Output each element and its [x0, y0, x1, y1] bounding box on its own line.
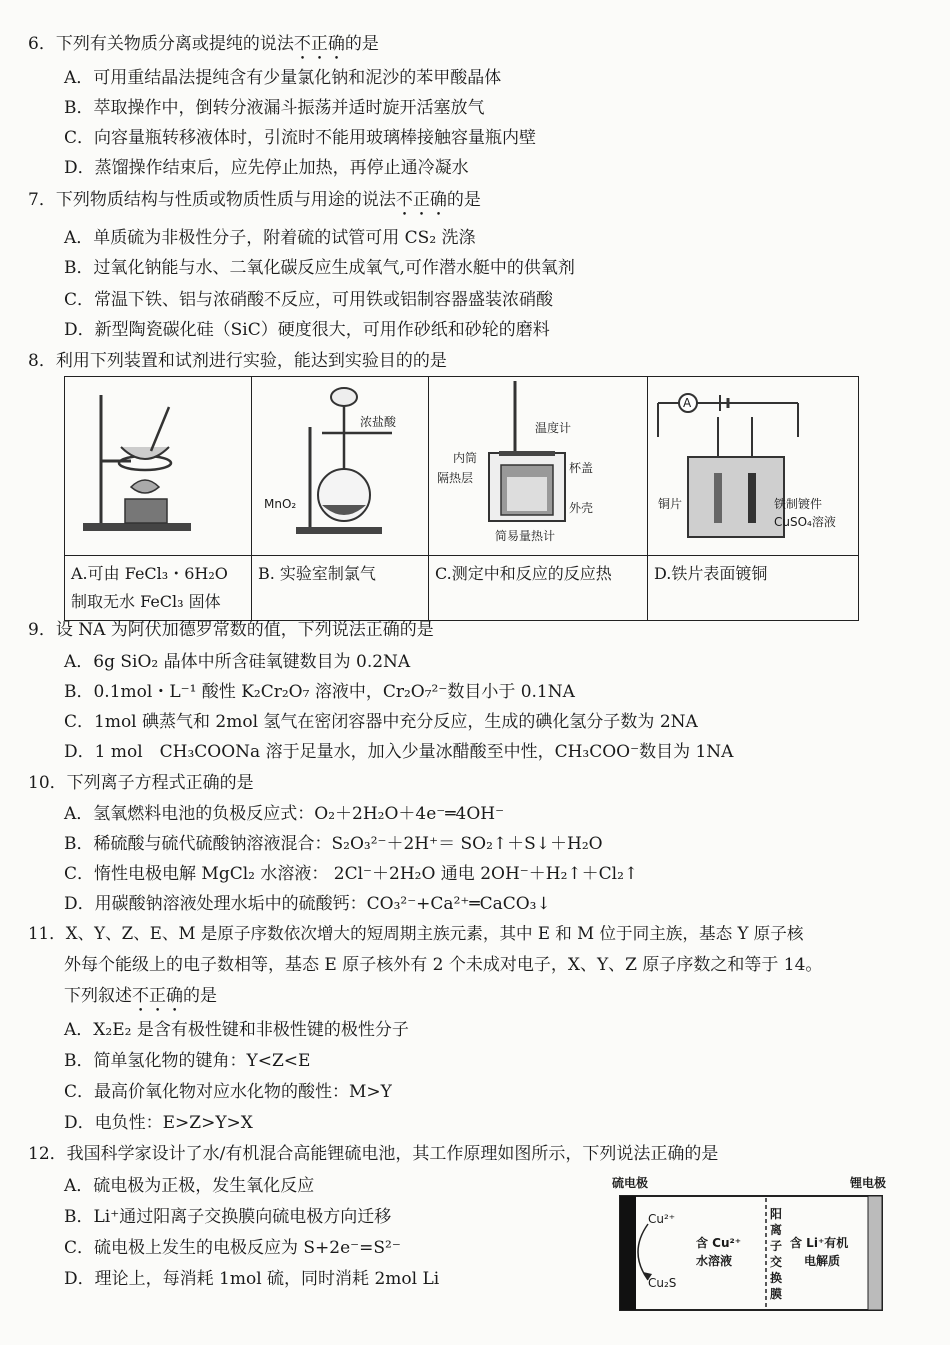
- fig-b-acid-label: 浓盐酸: [360, 415, 397, 429]
- q9-option-d: D．1 mol CH₃COONa 溶于足量水，加入少量冰醋酸至中性，CH₃COO⁻数目为 1NA: [64, 742, 734, 762]
- q12-option-d: D．理论上，每消耗 1mol 硫，同时消耗 2mol Li: [64, 1269, 440, 1289]
- fig-d-electroplating: [648, 377, 858, 555]
- fig-c-caption: C.测定中和反应的反应热: [429, 556, 648, 621]
- fig-c-inner-label: 内筒: [453, 451, 478, 465]
- q9-stem: 9．设 NA 为阿伏加德罗常数的值，下列说法正确的是: [28, 620, 434, 640]
- q11-option-c: C．最高价氧化物对应水化物的酸性：M>Y: [64, 1082, 392, 1102]
- organic-label-1: 含 Li⁺有机: [790, 1236, 849, 1250]
- q11-option-b: B．简单氢化物的键角：Y<Z<E: [64, 1051, 311, 1071]
- fig-c-shell-label: 外壳: [569, 501, 594, 515]
- q12-option-a: A．硫电极为正极，发生氧化反应: [64, 1176, 315, 1196]
- fig-a-caption: A.可由 FeCl₃・6H₂O 制取无水 FeCl₃ 固体: [65, 556, 252, 621]
- sulfur-electrode-label: 硫电极: [612, 1176, 649, 1190]
- q6-stem: 6．下列有关物质分离或提纯的说法不正确的是: [28, 34, 379, 54]
- q6-option-b: B．萃取操作中，倒转分液漏斗振荡并适时旋开活塞放气: [64, 98, 485, 118]
- fig-c-lid-label: 杯盖: [569, 461, 594, 475]
- q11-stem-line1: 11．X、Y、Z、E、M 是原子序数依次增大的短周期主族元素，其中 E 和 M 位于同主族，基态 Y 原子核: [28, 924, 804, 943]
- q11-stem-line3: 下列叙述不正确的是: [64, 986, 217, 1006]
- q7-option-d: D．新型陶瓷碳化硅（SiC）硬度很大，可用作砂纸和砂轮的磨料: [64, 320, 550, 340]
- q9-option-b: B．0.1mol・L⁻¹ 酸性 K₂Cr₂O₇ 溶液中，Cr₂O₇²⁻数目小于 0.1NA: [64, 682, 575, 702]
- q10-stem: 10．下列离子方程式正确的是: [28, 773, 254, 793]
- q12-stem: 12．我国科学家设计了水/有机混合高能锂硫电池，其工作原理如图所示，下列说法正确的是: [28, 1144, 719, 1164]
- battery-diagram: [612, 1172, 898, 1320]
- battery-cell-icon: [618, 1172, 898, 1320]
- cu-ion-label: Cu²⁺: [648, 1212, 676, 1226]
- evaporation-apparatus-icon: [65, 377, 251, 555]
- aqueous-label-1: 含 Cu²⁺: [696, 1236, 742, 1250]
- fig-b-chlorine: [252, 377, 428, 555]
- q12-option-b: B．Li⁺通过阳离子交换膜向硫电极方向迁移: [64, 1207, 392, 1227]
- fig-d-copper-label: 铜片: [658, 497, 683, 511]
- fig-d-caption: D.铁片表面镀铜: [648, 556, 859, 621]
- q6-option-d: D．蒸馏操作结束后，应先停止加热，再停止通冷凝水: [64, 158, 469, 178]
- q9-option-c: C．1mol 碘蒸气和 2mol 氢气在密闭容器中充分反应，生成的碘化氢分子数为 2NA: [64, 712, 698, 732]
- q6-option-c: C．向容量瓶转移液体时，引流时不能用玻璃棒接触容量瓶内壁: [64, 128, 537, 148]
- fig-c-thermometer-label: 温度计: [535, 421, 572, 435]
- q11-option-a: A．X₂E₂ 是含有极性键和非极性键的极性分子: [64, 1020, 409, 1040]
- q10-option-b: B．稀硫酸与硫代硫酸钠溶液混合：S₂O₃²⁻＋2H⁺＝ SO₂↑＋S↓＋H₂O: [64, 834, 603, 854]
- fig-b-caption: B. 实验室制氯气: [252, 556, 429, 621]
- q7-option-b: B．过氧化钠能与水、二氧化碳反应生成氧气,可作潜水艇中的供氧剂: [64, 258, 575, 278]
- fig-d-solution-label: CuSO₄溶液: [774, 515, 836, 529]
- fig-d-iron-label: 铁制镀件: [774, 497, 823, 511]
- q7-option-a: A．单质硫为非极性分子，附着硫的试管可用 CS₂ 洗涤: [64, 228, 476, 248]
- lithium-electrode-label: 锂电极: [850, 1176, 887, 1190]
- q10-option-c: C．惰性电极电解 MgCl₂ 水溶液： 2Cl⁻＋2H₂O 通电 2OH⁻＋H₂↑＋Cl₂↑: [64, 864, 639, 884]
- q7-stem: 7．下列物质结构与性质或物质性质与用途的说法不正确的是: [28, 190, 481, 210]
- q9-option-a: A．6g SiO₂ 晶体中所含硅氧键数目为 0.2NA: [64, 652, 411, 672]
- q7-option-c: C．常温下铁、铝与浓硝酸不反应，可用铁或铝制容器盛装浓硝酸: [64, 290, 554, 310]
- q11-stem-line2: 外每个能级上的电子数相等，基态 E 原子核外有 2 个未成对电子，X、Y、Z 原子序数之和等于 14。: [64, 955, 823, 975]
- fig-c-insulation-label: 隔热层: [437, 471, 474, 485]
- q11-option-d: D．电负性：E>Z>Y>X: [64, 1113, 253, 1133]
- q12-option-c: C．硫电极上发生的电极反应为 S+2e⁻=S²⁻: [64, 1238, 401, 1258]
- fig-b-mno2-label: MnO₂: [264, 497, 297, 511]
- aqueous-label-2: 水溶液: [696, 1254, 733, 1268]
- chlorine-apparatus-icon: [252, 377, 428, 555]
- q10-option-d: D．用碳酸钠溶液处理水垢中的硫酸钙：CO₃²⁻+Ca²⁺═CaCO₃↓: [64, 894, 551, 914]
- q8-stem: 8．利用下列装置和试剂进行实验，能达到实验目的的是: [28, 351, 447, 371]
- fig-d-ammeter-label: A: [683, 396, 692, 410]
- fig-c-calorimeter: [429, 377, 647, 555]
- q10-option-a: A．氢氧燃料电池的负极反应式：O₂＋2H₂O＋4e⁻═4OH⁻: [64, 804, 505, 824]
- organic-label-2: 电解质: [804, 1254, 841, 1268]
- fig-c-name-label: 简易量热计: [495, 529, 556, 543]
- q8-figure-table: [64, 376, 859, 621]
- q6-option-a: A．可用重结晶法提纯含有少量氯化钠和泥沙的苯甲酸晶体: [64, 68, 502, 88]
- membrane-label: 阳 离 子 交 换 膜: [770, 1207, 783, 1301]
- fig-a-evaporation: [65, 377, 251, 555]
- cu2s-label: Cu₂S: [648, 1276, 677, 1290]
